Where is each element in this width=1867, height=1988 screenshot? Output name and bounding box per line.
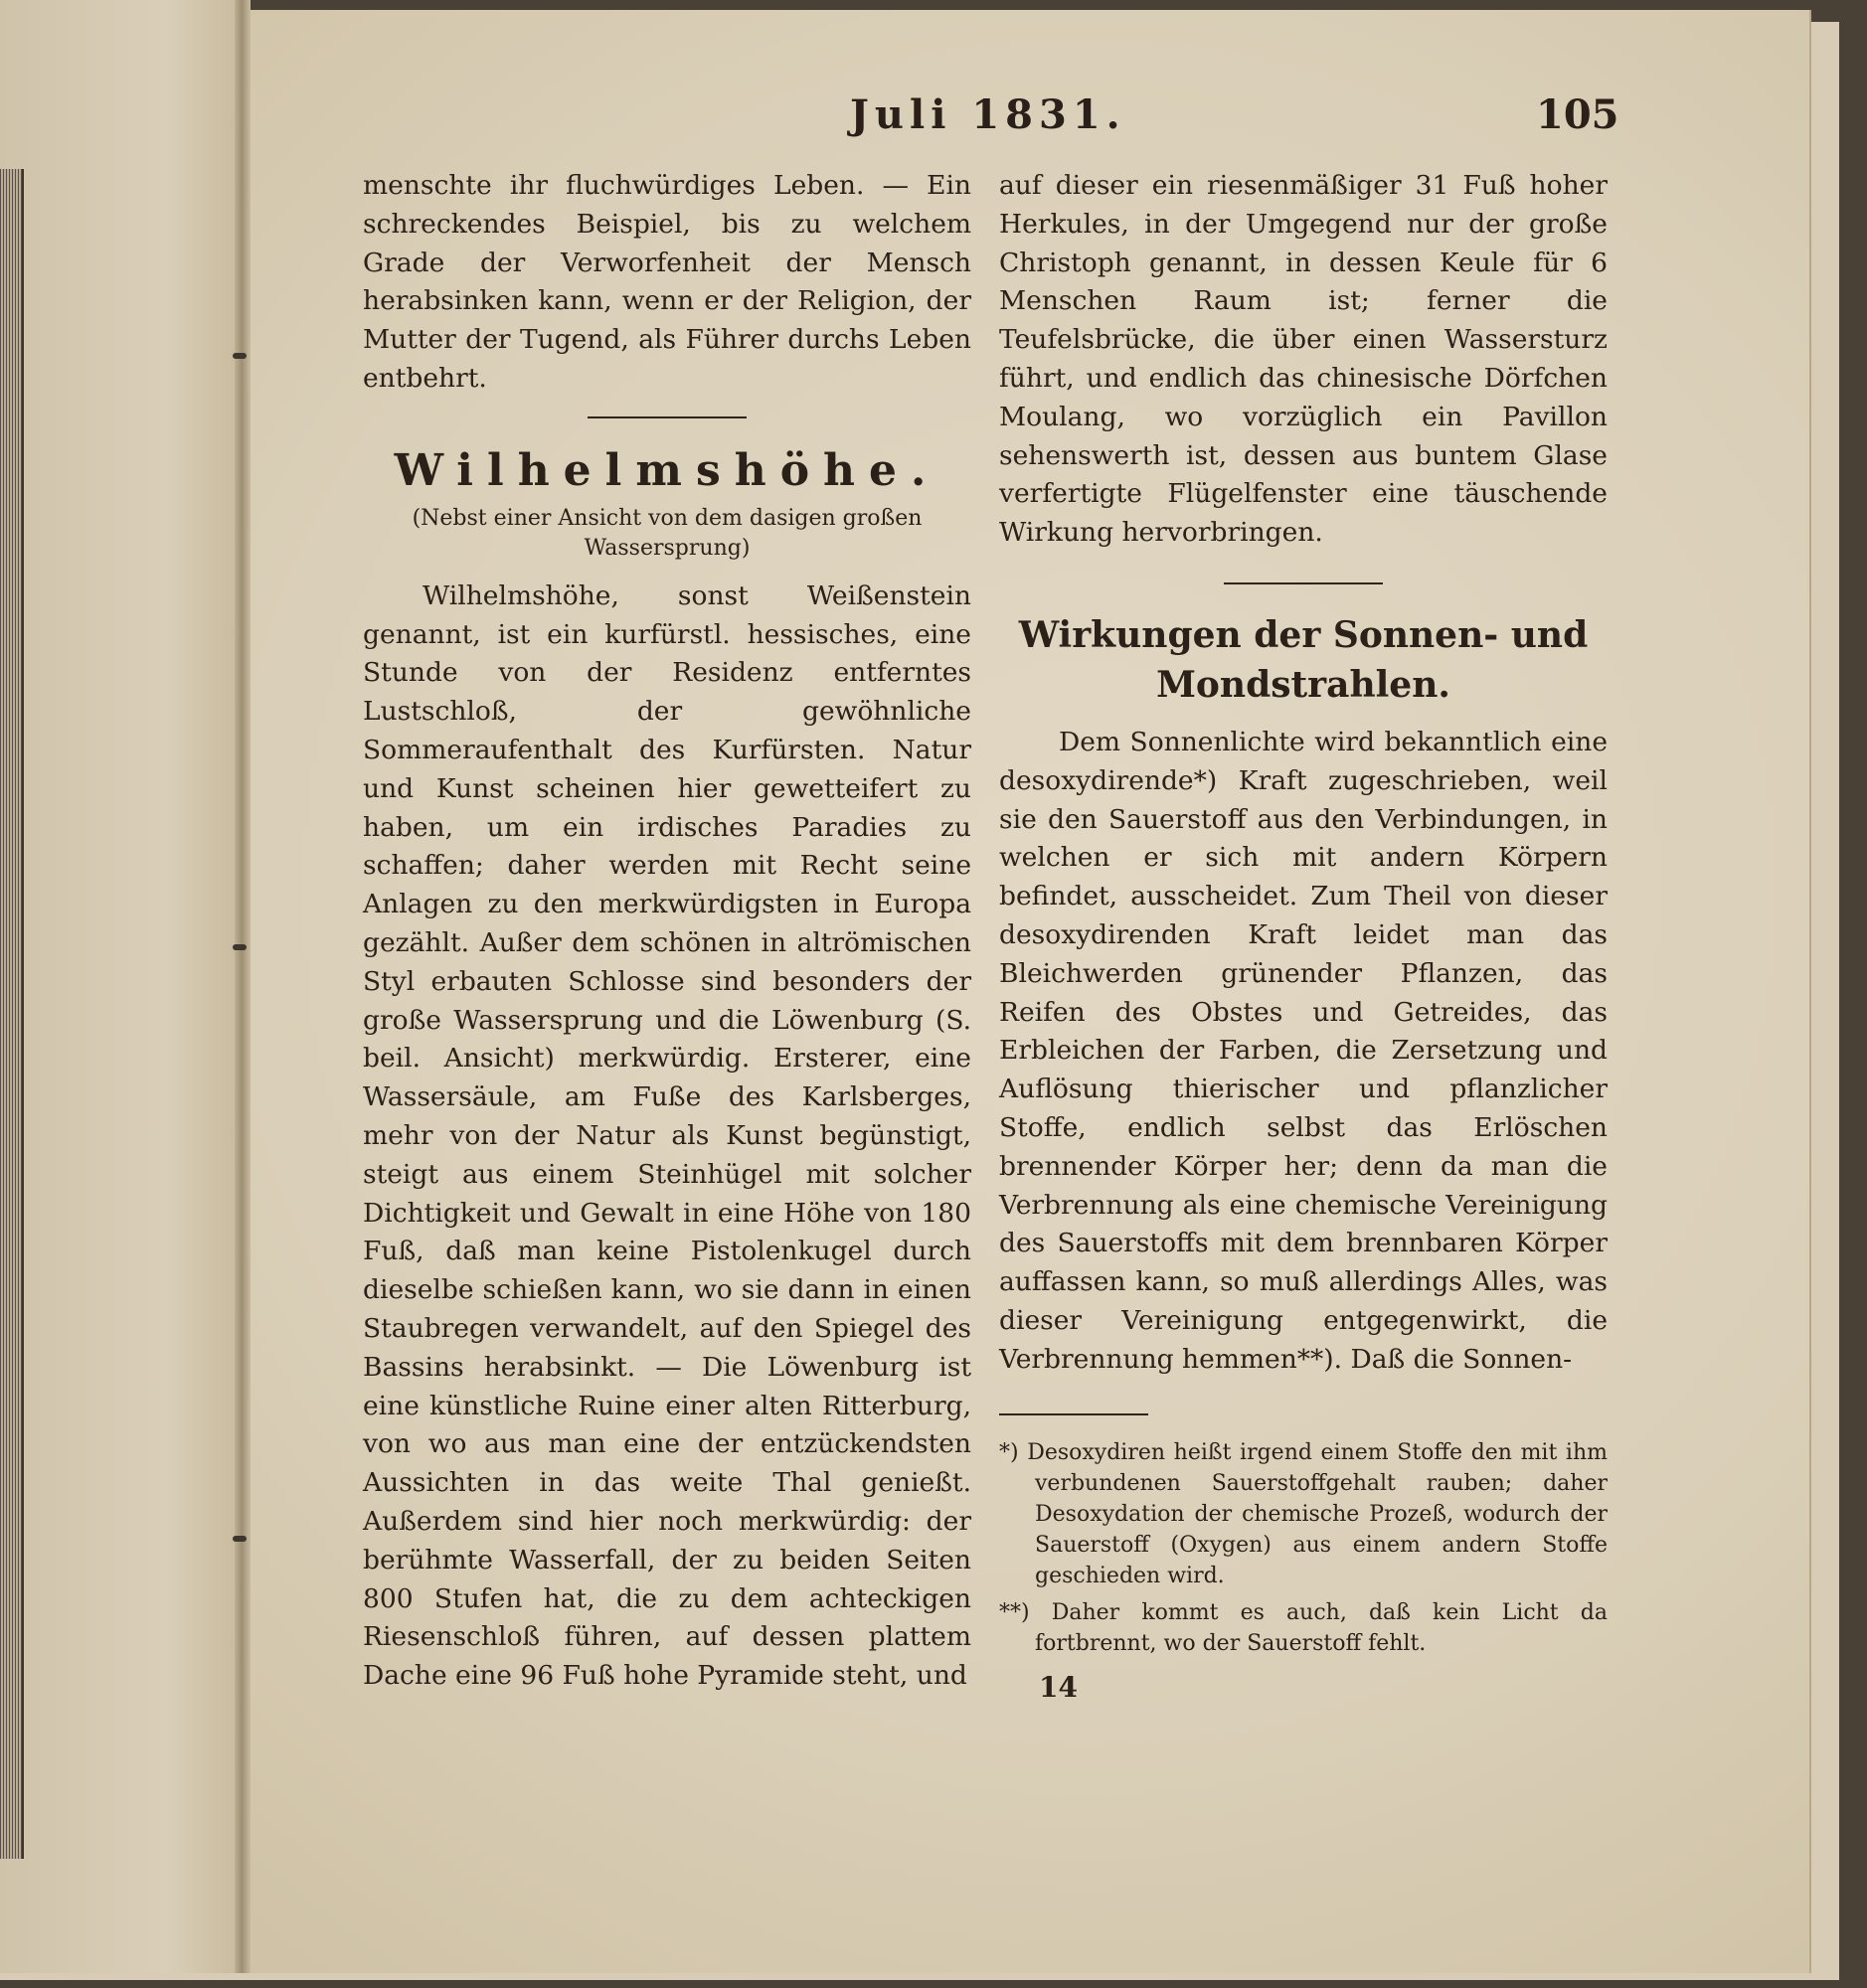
binding-stitch bbox=[233, 353, 247, 359]
page-number: 105 bbox=[1536, 91, 1619, 138]
section-divider bbox=[1224, 582, 1383, 584]
article-body: Wilhelmshöhe, sonst Weißenstein genannt, ist ein kurfürstl. hessisches, eine Stunde von der Residenz entferntes Lustschloß, der gewöhnliche Sommeraufenthalt des Kurfürsten. Natur und Kunst scheinen hier gewetteifert zu haben, um ein irdisches Paradies zu schaffen; daher werden mit Recht seine Anlagen zu den merkwürdigsten in Europa gezählt. Außer dem schönen in altrömischen Styl erbauten Schlosse sind besonders der große Wassersprung und die Löwenburg (S. beil. Ansicht) merkwürdig. Ersterer, eine Wassersäule, am Fuße des Karlsberges, mehr von der Natur als Kunst begünstigt, steigt aus einem Steinhügel mit solcher Dichtigkeit und Gewalt in eine Höhe von 180 Fuß, daß man keine Pistolenkugel durch dieselbe schießen kann, wo sie dann in einen Staubregen verwandelt, auf den Spiegel des Bassins herabsinkt. — Die Löwenburg ist eine künstliche Ruine einer alten Ritterburg, von wo aus man eine der entzückendsten Aussichten in das weite Thal genießt. Außerdem sind hier noch merkwürdig: der berühmte Wasserfall, der zu beiden Seiten 800 Stufen hat, die zu dem achteckigen Riesenschloß führen, auf dessen plattem Dache eine 96 Fuß hohe Pyramide steht, und bbox=[363, 580, 971, 1692]
binding-stitch bbox=[233, 944, 247, 950]
signature-mark: 14 bbox=[1039, 1670, 1078, 1704]
footnotes bbox=[999, 1437, 1608, 1659]
article-subtitle: (Nebst einer Ansicht von dem dasigen großen Wassersprung) bbox=[412, 505, 923, 561]
footnote-divider bbox=[999, 1413, 1148, 1415]
section-divider bbox=[588, 416, 747, 418]
engraving-plate-edge bbox=[0, 169, 24, 1859]
article-title: Wirkungen der Sonnen- und Mondstrahlen. bbox=[1018, 613, 1589, 706]
article-title: Wilhelmshöhe. bbox=[394, 444, 940, 496]
left-page-edge bbox=[0, 0, 239, 1973]
book-gutter bbox=[235, 0, 251, 1973]
right-column bbox=[999, 167, 1608, 1707]
running-head: Juli 1831. bbox=[850, 91, 1126, 138]
footnote: *) Desoxydiren heißt irgend einem Stoffe den mit ihm verbundenen Sauerstoffgehalt rauben; daher Desoxydation der chemische Prozeß, wodurch der Sauerstoff (Oxygen) aus einem andern Stoffe geschieden wird. bbox=[999, 1439, 1608, 1588]
footnote: **) Daher kommt es auch, daß kein Licht da fortbrennt, wo der Sauerstoff fehlt. bbox=[999, 1599, 1608, 1656]
paragraph-continuation: auf dieser ein riesenmäßiger 31 Fuß hoher Herkules, in der Umgegend nur der große Christoph genannt, in dessen Keule für 6 Menschen Raum ist; ferner die Teufelsbrücke, die über einen Wassersturz führt, und endlich das chinesische Dörfchen Moulang, wo vorzüglich ein Pavillon sehenswerth ist, dessen aus buntem Glase verfertigte Flügelfenster eine täuschende Wirkung hervorbringen. bbox=[999, 170, 1608, 549]
binding-stitch bbox=[233, 1536, 247, 1542]
left-column bbox=[363, 167, 971, 1696]
paragraph-continuation: menschte ihr fluchwürdiges Leben. — Ein schreckendes Beispiel, bis zu welchem Grade der Verworfenheit der Mensch herabsinken kann, wenn er der Religion, der Mutter der Tugend, als Führer durchs Leben entbehrt. bbox=[363, 170, 971, 394]
article-body: Dem Sonnenlichte wird bekanntlich eine desoxydirende*) Kraft zugeschrieben, weil sie den Sauerstoff aus den Verbindungen, in welchen er sich mit andern Körpern befindet, ausscheidet. Zum Theil von dieser desoxydirenden Kraft leidet man das Bleichwerden grünender Pflanzen, das Reifen des Obstes und Getreides, das Erbleichen der Farben, die Zersetzung und Auflösung thierischer und pflanzlicher Stoffe, endlich selbst das Erlöschen brennender Körper her; denn da man die Verbrennung als eine chemische Vereinigung des Sauerstoffs mit dem brennbaren Körper auffassen kann, so muß allerdings Alles, was dieser Vereinigung entgegenwirkt, die Verbrennung hemmen**). Daß die Sonnen- bbox=[999, 726, 1608, 1375]
